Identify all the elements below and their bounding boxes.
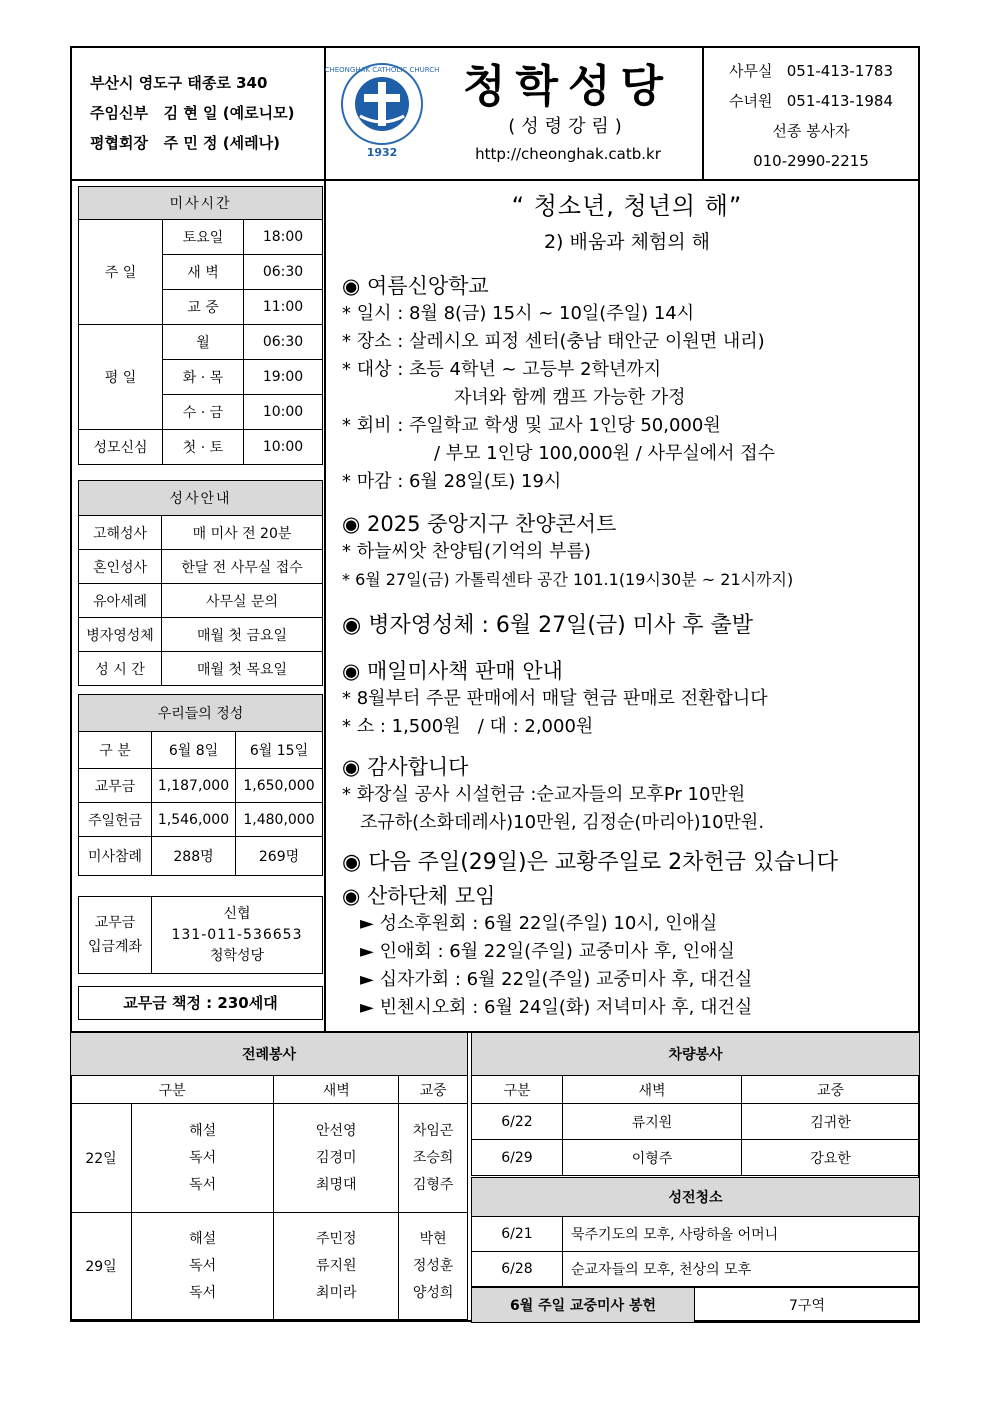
liturgy-header: 새벽 [274,1076,399,1104]
mass-time: 10:00 [244,395,323,430]
pastor: 주임신부 김 현 일 (예로니모) [90,104,295,122]
person: 최명대 [315,1176,357,1193]
announcements [342,186,912,1022]
church-subtitle: (성령강림) [508,116,628,137]
vehicle-date: 6/29 [472,1140,563,1176]
sacristan-phone: 010-2990-2215 [753,152,869,170]
section-concert: ◉ 2025 중앙지구 찬양콘서트 [342,512,617,536]
parish-info [90,68,294,158]
person: 조승희 [412,1149,454,1166]
offering-name: 미사참례 [79,837,152,876]
role: 해설 [189,1122,217,1139]
mass-time: 06:30 [244,255,323,290]
vehicle-header: 교중 [742,1076,920,1104]
section-line: * 대상 : 초등 4학년 ~ 고등부 2학년까지 [342,359,662,380]
account-label [79,897,152,974]
vehicle-main: 김귀한 [742,1104,920,1140]
offering-value: 288명 [152,837,236,876]
vehicle-title: 차량봉사 [472,1033,920,1076]
sacrament-name: 유아세례 [79,584,162,618]
person: 최미라 [315,1284,357,1301]
office-phone: 사무실 051-413-1783 [728,62,894,80]
section-line: * 소 : 1,500원 / 대 : 2,000원 [342,716,594,737]
liturgy-date: 22일 [71,1104,132,1213]
person: 김경미 [315,1149,357,1166]
contact-info [706,56,916,176]
liturgy-header: 교중 [399,1076,468,1104]
offering-value: 1,546,000 [152,803,236,837]
section-groups: ◉ 산하단체 모임 [342,884,496,908]
offering-value: 1,650,000 [236,769,323,803]
logo-ring-text: CHEONGHAK CATHOLIC CHURCH [324,66,440,74]
mass-day: 수 · 금 [163,395,244,430]
offerings-header: 구 분 [79,732,152,769]
section-sick-communion: ◉ 병자영성체 : 6월 27일(금) 미사 후 출발 [342,613,753,638]
cleaning-date: 6/28 [472,1252,563,1287]
sacrament-name: 성 시 간 [79,652,162,686]
person: 안선영 [315,1122,357,1139]
account-label-1: 교무금 [94,915,136,931]
title-block [438,60,698,168]
role: 독서 [189,1176,217,1193]
mass-time: 06:30 [244,325,323,360]
sacrament-info: 사무실 문의 [162,584,323,618]
liturgy-roles [132,1213,274,1320]
mass-day: 토요일 [163,220,244,255]
vehicle-table [471,1032,920,1176]
flowers-label: 6월 주일 교중미사 봉헌 [472,1288,695,1323]
cleaning-date: 6/21 [472,1217,563,1252]
section-line: * 장소 : 살레시오 피정 센터(충남 태안군 이원면 내리) [342,331,765,352]
role: 독서 [189,1284,217,1301]
cleaning-table [471,1177,920,1287]
offering-value: 269명 [236,837,323,876]
flowers-value: 7구역 [695,1288,920,1323]
liturgy-main [399,1104,468,1213]
section-line: * 화장실 공사 시설헌금 :순교자들의 모후Pr 10만원 [342,784,746,805]
marian-label: 성모신심 [79,430,163,465]
church-title: 청학성당 [462,61,673,112]
mass-day: 교 중 [163,290,244,325]
section-line: * 8월부터 주문 판매에서 매달 현금 판매로 전환합니다 [342,688,768,709]
account-label-2: 입금계좌 [87,939,143,955]
section-line: * 하늘씨앗 찬양팀(기억의 부름) [342,541,591,562]
account-bank: 신협 [223,905,251,922]
section-line: 자녀와 함께 캠프 가능한 가정 [454,387,686,408]
section-summer-school: ◉ 여름신앙학교 [342,274,489,298]
theme-subtitle: 2) 배움과 체험의 해 [543,231,711,253]
section-line: / 부모 1인당 100,000원 / 사무실에서 접수 [434,443,776,464]
cleaning-groups: 묵주기도의 모후, 사랑하올 어머니 [563,1217,920,1252]
role: 독서 [189,1149,217,1166]
sacristan-title: 선종 봉사자 [772,122,850,140]
account-number: 131-011-536653 [171,926,303,943]
mass-day: 첫 · 토 [163,430,244,465]
theme-title: “ 청소년, 청년의 해” [511,192,743,220]
sacrament-name: 병자영성체 [79,618,162,652]
role: 독서 [189,1257,217,1274]
offering-name: 주일헌금 [79,803,152,837]
mass-time: 19:00 [244,360,323,395]
section-daily-missal: ◉ 매일미사책 판매 안내 [342,659,563,683]
sacrament-info: 매월 첫 금요일 [162,618,323,652]
nun-phone: 수녀원 051-413-1984 [728,92,894,110]
offerings-title: 우리들의 정성 [79,695,323,732]
section-line: * 일시 : 8월 8(금) 15시 ~ 10일(주일) 14시 [342,303,695,324]
address: 부산시 영도구 태종로 340 [90,74,268,92]
mass-time: 11:00 [244,290,323,325]
meeting-line: ► 십자가회 : 6월 22일(주일) 교중미사 후, 대건실 [360,969,753,990]
section-line: * 회비 : 주일학교 학생 및 교사 1인당 50,000원 [342,415,721,436]
offerings-header: 6월 8일 [152,732,236,769]
sacrament-name: 혼인성사 [79,550,162,584]
sacrament-info: 매 미사 전 20분 [162,516,323,550]
section-line: * 6월 27일(금) 가톨릭센타 공간 101.1(19시30분 ~ 21시까지) [342,570,794,589]
meeting-line: ► 성소후원회 : 6월 22일(주일) 10시, 인애실 [360,913,718,934]
account-table [78,896,323,974]
sacraments-title: 성사안내 [79,481,323,516]
mass-times-title: 미사시간 [79,187,323,220]
account-details [152,897,323,974]
vehicle-dawn: 이형주 [563,1140,742,1176]
liturgy-dawn [274,1104,399,1213]
church-url[interactable]: http://cheonghak.catb.kr [475,145,661,163]
liturgy-dawn [274,1213,399,1320]
mass-time: 18:00 [244,220,323,255]
sunday-label: 주 일 [79,220,163,325]
offering-name: 교무금 [79,769,152,803]
church-logo [324,60,440,160]
section-line: * 마감 : 6월 28일(토) 19시 [342,471,562,492]
liturgy-title: 전례봉사 [71,1033,468,1076]
mass-day: 화 · 목 [163,360,244,395]
mass-day: 월 [163,325,244,360]
cleaning-groups: 순교자들의 모후, 천상의 모후 [563,1252,920,1287]
role: 해설 [189,1230,217,1247]
offering-value: 1,187,000 [152,769,236,803]
person: 주민정 [315,1230,357,1247]
weekday-label: 평 일 [79,325,163,430]
liturgy-header: 구분 [71,1076,274,1104]
vehicle-main: 강요한 [742,1140,920,1176]
meeting-line: ► 빈첸시오회 : 6월 24일(화) 저녁미사 후, 대건실 [360,997,753,1018]
flowers-table [471,1287,920,1323]
offerings-header: 6월 15일 [236,732,323,769]
liturgy-main [399,1213,468,1320]
logo-year: 1932 [366,146,398,159]
liturgy-roles [132,1104,274,1213]
person: 박현 [419,1230,447,1247]
account-holder: 청학성당 [209,947,265,964]
header-right-divider [702,46,704,180]
liturgy-table [70,1032,468,1320]
section-thanks: ◉ 감사합니다 [342,755,469,779]
header-divider [70,179,920,181]
vehicle-dawn: 류지원 [563,1104,742,1140]
pledge-box: 교무금 책정 : 230세대 [78,986,323,1020]
person: 양성희 [412,1284,454,1301]
person: 차임곤 [412,1122,454,1139]
sacrament-info: 매월 첫 목요일 [162,652,323,686]
council-president: 평협회장 주 민 정 (세레나) [90,134,280,152]
offering-value: 1,480,000 [236,803,323,837]
cleaning-title: 성전청소 [472,1178,920,1217]
person: 김형주 [412,1176,454,1193]
liturgy-date: 29일 [71,1213,132,1320]
section-line: 조규하(소화데레사)10만원, 김정순(마리아)10만원. [360,812,765,833]
vehicle-header: 구분 [472,1076,563,1104]
sacrament-name: 고해성사 [79,516,162,550]
vehicle-date: 6/22 [472,1104,563,1140]
mass-time: 10:00 [244,430,323,465]
sacraments-table [78,480,323,686]
mass-times-table [78,186,323,465]
mass-day: 새 벽 [163,255,244,290]
offerings-table [78,694,323,876]
section-pope-sunday: ◉ 다음 주일(29일)은 교황주일로 2차헌금 있습니다 [342,850,838,875]
person: 정성훈 [412,1257,454,1274]
left-column-divider [324,46,326,1032]
meeting-line: ► 인애회 : 6월 22일(주일) 교중미사 후, 인애실 [360,941,735,962]
vehicle-header: 새벽 [563,1076,742,1104]
person: 류지원 [315,1257,357,1274]
sacrament-info: 한달 전 사무실 접수 [162,550,323,584]
